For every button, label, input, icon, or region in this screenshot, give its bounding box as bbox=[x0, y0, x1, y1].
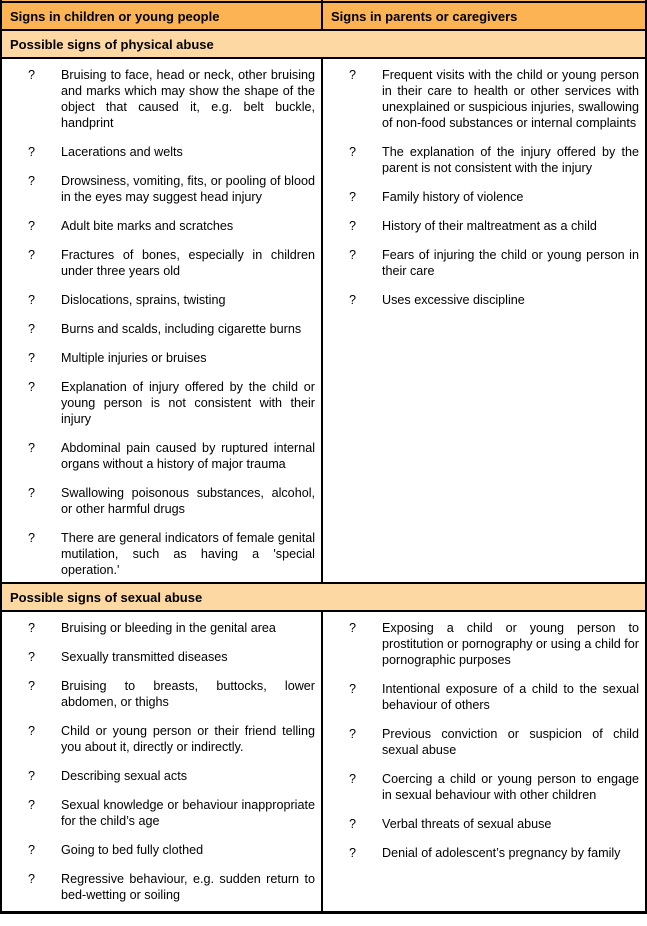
bullet-glyph: ? bbox=[28, 843, 36, 857]
sign-item bbox=[28, 485, 321, 517]
bullet-glyph: ? bbox=[349, 817, 357, 831]
sign-item bbox=[349, 681, 645, 713]
sign-text: History of their maltreatment as a child bbox=[382, 219, 597, 233]
bullet-glyph: ? bbox=[28, 174, 36, 188]
sign-item bbox=[349, 816, 645, 832]
sign-text: Going to bed fully clothed bbox=[61, 843, 204, 857]
bullet-glyph: ? bbox=[28, 486, 36, 500]
physical-children-cell bbox=[2, 59, 323, 582]
sign-item bbox=[349, 726, 645, 758]
sign-item bbox=[28, 247, 321, 279]
sign-item bbox=[349, 218, 645, 234]
sign-text: Lacerations and welts bbox=[61, 145, 183, 159]
sign-item bbox=[349, 771, 645, 803]
sign-text: Coercing a child or young person to engage in sexual behaviour with other children bbox=[382, 772, 639, 802]
sign-text: Family history of violence bbox=[382, 190, 524, 204]
sign-item bbox=[349, 67, 645, 131]
sign-item bbox=[28, 649, 321, 665]
sign-item bbox=[28, 67, 321, 131]
sign-item bbox=[28, 723, 321, 755]
sign-item bbox=[28, 218, 321, 234]
section-header-physical-abuse: Possible signs of physical abuse bbox=[2, 31, 645, 59]
sign-item bbox=[28, 842, 321, 858]
signs-list bbox=[323, 59, 645, 308]
sign-item bbox=[349, 620, 645, 668]
sign-text: There are general indicators of female genital mutilation, such as having a 'special operation.' bbox=[61, 531, 315, 577]
sign-text: Multiple injuries or bruises bbox=[61, 351, 207, 365]
sign-text: Verbal threats of sexual abuse bbox=[382, 817, 552, 831]
sign-item bbox=[28, 768, 321, 784]
bullet-glyph: ? bbox=[349, 682, 357, 696]
sign-item bbox=[28, 620, 321, 636]
signs-list bbox=[2, 612, 321, 903]
bullet-glyph: ? bbox=[349, 772, 357, 786]
sign-item bbox=[349, 845, 645, 861]
signs-list bbox=[323, 612, 645, 861]
bullet-glyph: ? bbox=[28, 769, 36, 783]
sign-text: Uses excessive discipline bbox=[382, 293, 525, 307]
bullet-glyph: ? bbox=[349, 293, 357, 307]
cut-off-row-left-cell bbox=[2, 0, 323, 1]
sign-item bbox=[349, 144, 645, 176]
bullet-glyph: ? bbox=[28, 145, 36, 159]
column-header-children: Signs in children or young people bbox=[2, 3, 323, 29]
bullet-glyph: ? bbox=[28, 248, 36, 262]
sign-text: Regressive behaviour, e.g. sudden return to bed-wetting or soiling bbox=[61, 872, 315, 902]
sign-item bbox=[349, 247, 645, 279]
column-header-parents: Signs in parents or caregivers bbox=[331, 8, 518, 24]
sign-item bbox=[349, 292, 645, 308]
physical-parents-cell bbox=[323, 59, 645, 582]
sexual-parents-cell bbox=[323, 612, 645, 911]
sign-item bbox=[28, 321, 321, 337]
sign-item bbox=[349, 189, 645, 205]
sign-item bbox=[28, 379, 321, 427]
bullet-glyph: ? bbox=[28, 679, 36, 693]
sign-text: The explanation of the injury offered by the parent is not consistent with the injury bbox=[382, 145, 639, 175]
sign-item bbox=[28, 440, 321, 472]
bullet-glyph: ? bbox=[349, 846, 357, 860]
bullet-glyph: ? bbox=[28, 531, 36, 545]
sign-text: Sexual knowledge or behaviour inappropriate for the child’s age bbox=[61, 798, 315, 828]
sign-text: Frequent visits with the child or young person in their care to health or other services with unexplained or suspicious injuries, swallowing of non-food substances or internal complaints bbox=[382, 68, 639, 130]
sign-item bbox=[28, 530, 321, 578]
sign-text: Burns and scalds, including cigarette burns bbox=[61, 322, 302, 336]
sign-text: Bruising to breasts, buttocks, lower abdomen, or thighs bbox=[61, 679, 315, 709]
bullet-glyph: ? bbox=[28, 650, 36, 664]
bullet-glyph: ? bbox=[349, 145, 357, 159]
signs-list bbox=[2, 59, 321, 578]
sign-text: Abdominal pain caused by ruptured internal organs without a history of major trauma bbox=[61, 441, 315, 471]
bullet-glyph: ? bbox=[28, 351, 36, 365]
sign-item bbox=[28, 871, 321, 903]
sign-text: Fears of injuring the child or young person in their care bbox=[382, 248, 639, 278]
bullet-glyph: ? bbox=[28, 621, 36, 635]
sign-text: Child or young person or their friend telling you about it, directly or indirectly. bbox=[61, 724, 315, 754]
sign-text: Explanation of injury offered by the child or young person is not consistent with their injury bbox=[61, 380, 315, 426]
bullet-glyph: ? bbox=[349, 248, 357, 262]
sign-item bbox=[28, 144, 321, 160]
bullet-glyph: ? bbox=[349, 68, 357, 82]
sign-text: Fractures of bones, especially in children under three years old bbox=[61, 248, 315, 278]
bullet-glyph: ? bbox=[349, 190, 357, 204]
bullet-glyph: ? bbox=[349, 219, 357, 233]
bullet-glyph: ? bbox=[28, 872, 36, 886]
sign-item bbox=[28, 350, 321, 366]
sign-text: Adult bite marks and scratches bbox=[61, 219, 234, 233]
sign-item bbox=[28, 797, 321, 829]
sign-item bbox=[28, 678, 321, 710]
bullet-glyph: ? bbox=[349, 621, 357, 635]
sign-item bbox=[28, 173, 321, 205]
table-header-row bbox=[2, 3, 645, 31]
sign-text: Denial of adolescent’s pregnancy by family bbox=[382, 846, 621, 860]
sign-text: Swallowing poisonous substances, alcohol, or other harmful drugs bbox=[61, 486, 315, 516]
bullet-glyph: ? bbox=[28, 380, 36, 394]
sign-item bbox=[28, 292, 321, 308]
bullet-glyph: ? bbox=[28, 322, 36, 336]
sign-text: Sexually transmitted diseases bbox=[61, 650, 228, 664]
bullet-glyph: ? bbox=[28, 798, 36, 812]
sign-text: Intentional exposure of a child to the sexual behaviour of others bbox=[382, 682, 639, 712]
sign-text: Drowsiness, vomiting, fits, or pooling of blood in the eyes may suggest head injury bbox=[61, 174, 315, 204]
sexual-children-cell bbox=[2, 612, 323, 911]
sign-text: Describing sexual acts bbox=[61, 769, 187, 783]
bullet-glyph: ? bbox=[28, 441, 36, 455]
cut-off-row-right-cell bbox=[323, 0, 645, 1]
sign-text: Dislocations, sprains, twisting bbox=[61, 293, 226, 307]
physical-abuse-body-row bbox=[2, 59, 645, 584]
sign-text: Bruising to face, head or neck, other bruising and marks which may show the shape of the object that caused it, e.g. belt buckle, handprint bbox=[61, 68, 315, 130]
sign-text: Bruising or bleeding in the genital area bbox=[61, 621, 276, 635]
bullet-glyph: ? bbox=[28, 724, 36, 738]
sign-text: Exposing a child or young person to prostitution or pornography or using a child for pornographic purposes bbox=[382, 621, 639, 667]
sign-text: Previous conviction or suspicion of child sexual abuse bbox=[382, 727, 639, 757]
bullet-glyph: ? bbox=[349, 727, 357, 741]
bullet-glyph: ? bbox=[28, 219, 36, 233]
bullet-glyph: ? bbox=[28, 68, 36, 82]
sexual-abuse-body-row bbox=[2, 612, 645, 914]
bullet-glyph: ? bbox=[28, 293, 36, 307]
section-header-sexual-abuse: Possible signs of sexual abuse bbox=[2, 584, 645, 612]
